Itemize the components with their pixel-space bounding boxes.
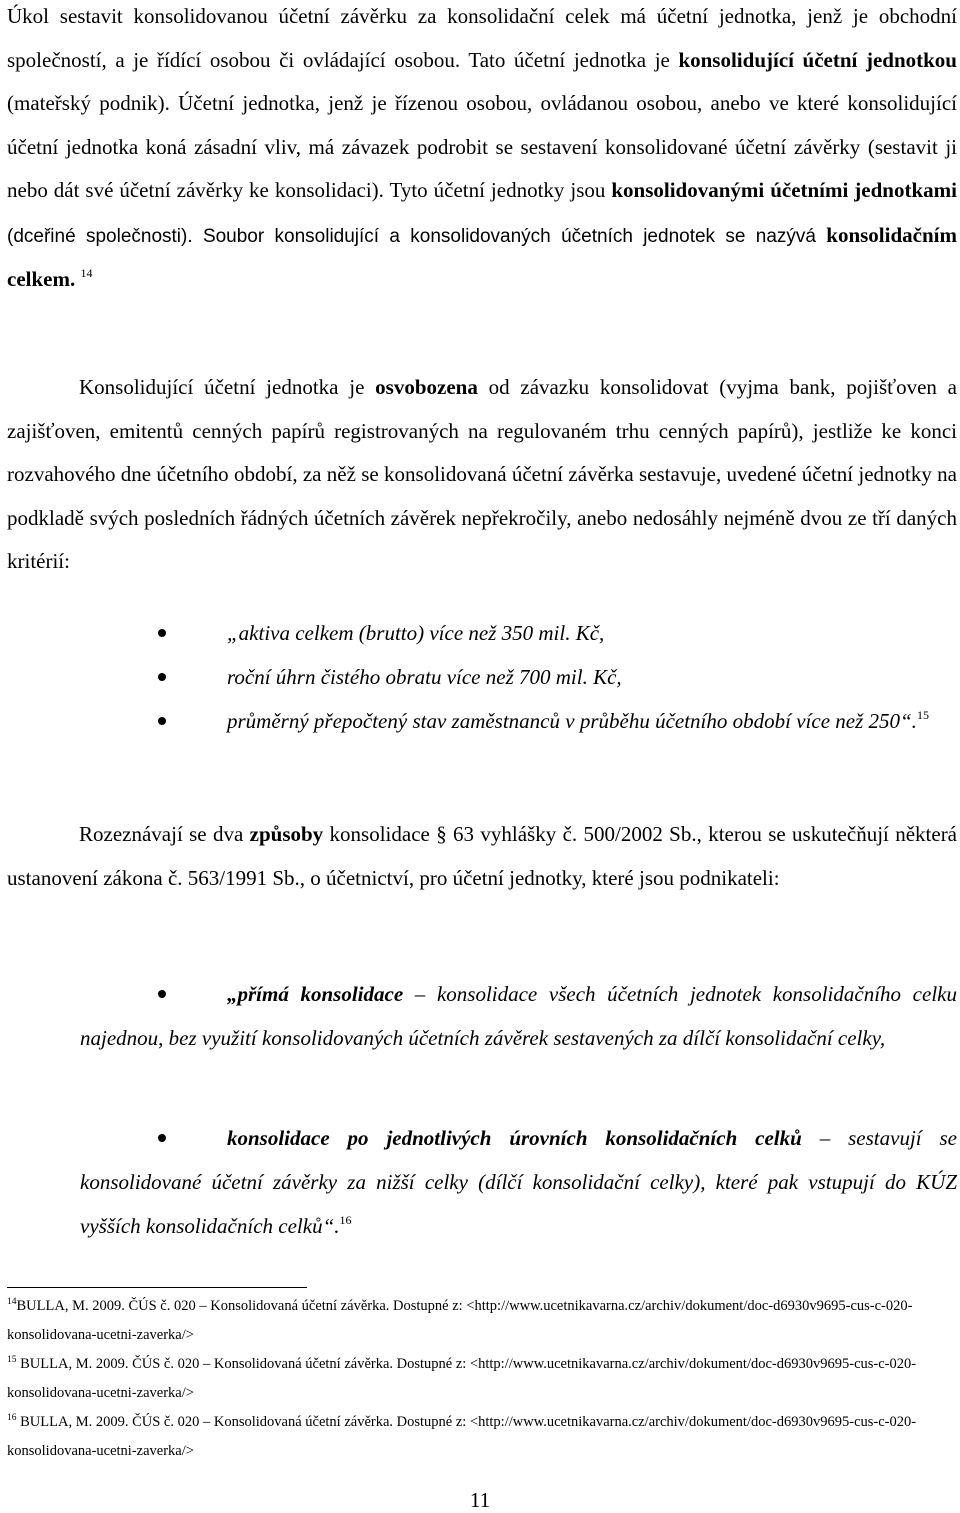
text: Soubor konsolidující a konsolidovaných účetních jednotek se nazývá xyxy=(202,225,827,247)
list-item xyxy=(0,699,960,743)
criterion-text: roční úhrn čistého obratu více než 700 mil. Kč, xyxy=(227,665,622,689)
text: od závazku konsolidovat (vyjma bank, pojišťoven a zajišťoven, emitentů cenných papírů registrovaných na regulovaném trhu cenných papírů), jestliže ke konci rozvahového dne účetního období, za něž se konsolidovaná účetní závěrka sestavuje, uvedené účetní jednotky na podkladě svých posledních řádných účetních závěrek nepřekročily, anebo nedosáhly nejméně dvou ze tří daných kritérií: xyxy=(7,375,957,573)
bold-term: konsolidující účetní jednotkou xyxy=(678,47,957,72)
text: Úkol sestavit konsolidovanou účetní závěrku za konsolidační celek má účetní jednotka, jenž je obchodní společností, a je řídící osobou či ovládající osobou. Tato účetní jednotka je xyxy=(7,4,957,72)
list-item xyxy=(0,611,960,655)
method-term: „přímá konsolidace xyxy=(227,982,404,1006)
text: (mateřský podnik). Účetní jednotka, jenž je řízenou osobou, ovládanou osobou, anebo ve které konsolidující účetní jednotka koná zásadní vliv, má závazek podrobit se sestavení konsolidované účetní závěrky (sestavit ji nebo dát své účetní závěrky ke konsolidaci). xyxy=(7,91,957,202)
criteria-list xyxy=(0,611,960,743)
list-item xyxy=(0,1116,960,1248)
footnote-text: BULLA, M. 2009. ČÚS č. 020 – Konsolidovaná účetní závěrka. Dostupné z: <http://www.ucetnikavarna.cz/archiv/dokument/doc-d6930v9695-cus-c-020-konsolidovana-ucetni-zaverka/> xyxy=(7,1356,917,1401)
list-item xyxy=(0,972,960,1060)
bold-term: konsolidačním celkem. xyxy=(7,222,957,291)
footnote-16 xyxy=(7,1408,957,1466)
text: Konsolidující účetní jednotka je xyxy=(79,375,376,399)
paragraph-consolidating-entity xyxy=(7,0,957,302)
footnote-text: BULLA, M. 2009. ČÚS č. 020 – Konsolidovaná účetní závěrka. Dostupné z: <http://www.ucetnikavarna.cz/archiv/dokument/doc-d6930v9695-cus-c-020-konsolidovana-ucetni-zaverka/> xyxy=(7,1414,917,1459)
paragraph-exemption xyxy=(7,366,957,584)
bullet-icon xyxy=(158,1134,166,1142)
criterion-text: „aktiva celkem (brutto) více než 350 mil. Kč, xyxy=(227,621,605,645)
footnote-divider xyxy=(7,1287,307,1288)
text: Rozeznávají se dva xyxy=(79,822,250,846)
method-term: konsolidace po jednotlivých úrovních konsolidačních celků xyxy=(227,1126,802,1150)
text: konsolidace § 63 vyhlášky č. 500/2002 Sb., kterou se uskutečňují některá ustanovení zákona č. 563/1991 Sb., o účetnictví, pro účetní jednotky, které jsou podnikateli: xyxy=(7,822,958,890)
footnote-number: 15 xyxy=(7,1355,17,1365)
bullet-icon xyxy=(158,673,166,681)
methods-list xyxy=(0,972,960,1060)
criterion-text: průměrný přepočtený stav zaměstnanců v průběhu účetního období více než 250“. xyxy=(227,709,917,733)
footnote-number: 14 xyxy=(7,1297,17,1307)
methods-list-2 xyxy=(0,1116,960,1248)
footnote-text: BULLA, M. 2009. ČÚS č. 020 – Konsolidovaná účetní závěrka. Dostupné z: <http://www.ucetnikavarna.cz/archiv/dokument/doc-d6930v9695-cus-c-020-konsolidovana-ucetni-zaverka/> xyxy=(7,1298,913,1343)
bold-term: osvobozena xyxy=(375,375,478,399)
page-number: 11 xyxy=(469,1488,491,1512)
text: (dceřiné společnosti). xyxy=(7,225,203,247)
bold-term: způsoby xyxy=(249,822,324,846)
method-text: – konsolidace všech účetních jednotek konsolidačního celku najednou, bez využití konsolidovaných účetních závěrek sestavených za dílčí konsolidační celky, xyxy=(80,982,957,1050)
footnote-ref: 16 xyxy=(339,1213,352,1227)
bullet-icon xyxy=(158,990,166,998)
list-item xyxy=(0,655,960,699)
footnote-15 xyxy=(7,1350,957,1408)
bullet-icon xyxy=(158,629,166,637)
bullet-icon xyxy=(158,717,166,725)
text: Tyto účetní jednotky jsou xyxy=(389,178,612,202)
method-text: – sestavují se konsolidované účetní závěrky za nižší celky (dílčí konsolidační celky), které pak vstupují do KÚZ vyšších konsolidačních celků“. xyxy=(80,1126,958,1238)
footnote-14 xyxy=(7,1292,957,1350)
footnote-ref: 15 xyxy=(916,708,929,722)
bold-term: konsolidovanými účetními jednotkami xyxy=(611,178,957,202)
footnote-number: 16 xyxy=(7,1413,17,1423)
paragraph-consolidation-methods xyxy=(7,813,957,900)
footnote-ref: 14 xyxy=(80,266,93,280)
